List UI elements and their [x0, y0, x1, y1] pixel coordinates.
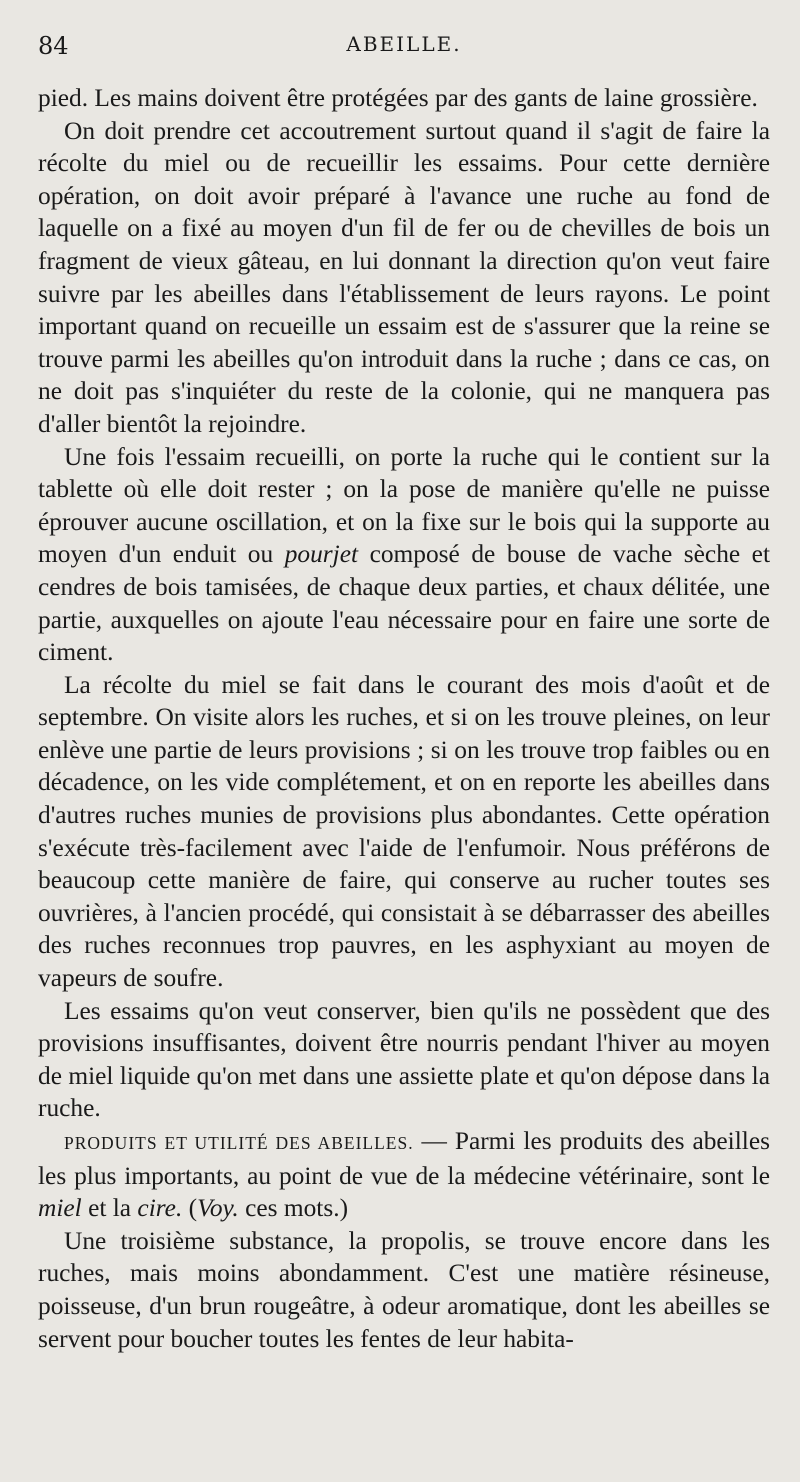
paragraph-hive-placement: [38, 441, 770, 669]
paragraph-text: ces mots.): [238, 1194, 349, 1223]
italic-term-cire: cire.: [137, 1194, 183, 1223]
italic-voy: Voy.: [197, 1194, 239, 1223]
page-header: [38, 30, 770, 82]
italic-term-miel: miel: [38, 1194, 82, 1223]
page-number: 84: [38, 32, 69, 60]
paragraph-text: (: [182, 1194, 198, 1223]
paragraph-feeding-swarms: Les essaims qu'on veut conserver, bien qu'ils ne possèdent que des provisions insuffisantes, doivent être nourris pendant l'hiver au moyen de miel liquide qu'on met dans une assiette plate et qu'on dépose dans la ruche.: [38, 996, 770, 1123]
running-head: ABEILLE.: [346, 32, 462, 56]
body-text: [38, 82, 770, 1355]
paragraph-propolis: Une troisième substance, la propolis, se trouve encore dans les ruches, mais moins abondamment. C'est une matière résineuse, poisseuse, d'un brun rougeâtre, à odeur aromatique, dont les abeilles se servent pour boucher toutes les fentes de leur habita-: [38, 1226, 770, 1353]
paragraph-text: et la: [81, 1194, 138, 1223]
paragraph-text: composé de bouse de vache sèche et cendres de bois tamisées, de chaque deux parties, et chaux délitée, une partie, auxquelles on ajoute l'eau nécessaire pour en faire une sorte de ciment.: [38, 540, 770, 667]
paragraph-products-utility: [38, 1125, 770, 1225]
italic-term-pourjet: pourjet: [284, 540, 359, 569]
paragraph-continuation: pied. Les mains doivent être protégées par des gants de laine grossière.: [38, 84, 758, 112]
paragraph-text: — Parmi les produits des abeilles les plus importants, au point de vue de la médecine vétérinaire, sont le: [38, 1127, 770, 1190]
paragraph-swarm-collection: On doit prendre cet accoutrement surtout quand il s'agit de faire la récolte du miel ou de recueillir les essaims. Pour cette dernière opération, on doit avoir préparé à l'avance une ruche au fond de laquelle on a fixé au moyen d'un fil de fer ou de chevilles de bois un fragment de vieux gâteau, en lui donnant la direction qu'on veut faire suivre par les abeilles dans l'établissement de leurs rayons. Le point important quand on recueille un essaim est de s'assurer que la reine se trouve parmi les abeilles qu'on introduit dans la ruche ; dans ce cas, on ne doit pas s'inquiéter du reste de la colonie, qui ne manquera pas d'aller bientôt la rejoindre.: [38, 116, 770, 438]
paragraph-honey-harvest: La récolte du miel se fait dans le courant des mois d'août et de septembre. On visite alors les ruches, et si on les trouve pleines, on leur enlève une partie de leurs provisions ; si on les trouve trop faibles ou en décadence, on les vide complétement, et on en reporte les abeilles dans d'autres ruches munies de provisions plus abondantes. Cette opération s'exécute très-facilement avec l'aide de l'enfumoir. Nous préférons de beaucoup cette manière de faire, qui conserve au rucher toutes ses ouvrières, à l'ancien procédé, qui consistait à se débarrasser des abeilles des ruches reconnues trop pauvres, en les asphyxiant au moyen de vapeurs de soufre.: [38, 670, 770, 993]
section-heading: PRODUITS ET UTILITÉ DES ABEILLES.: [64, 1133, 414, 1153]
paragraph-text: Une fois l'essaim recueilli, on porte la ruche qui le contient sur la tablette où elle doit rester ; on la pose de manière qu'elle ne puisse éprouver aucune oscillation, et on la fixe sur le bois qui la supporte au moyen d'un enduit ou: [38, 442, 770, 569]
